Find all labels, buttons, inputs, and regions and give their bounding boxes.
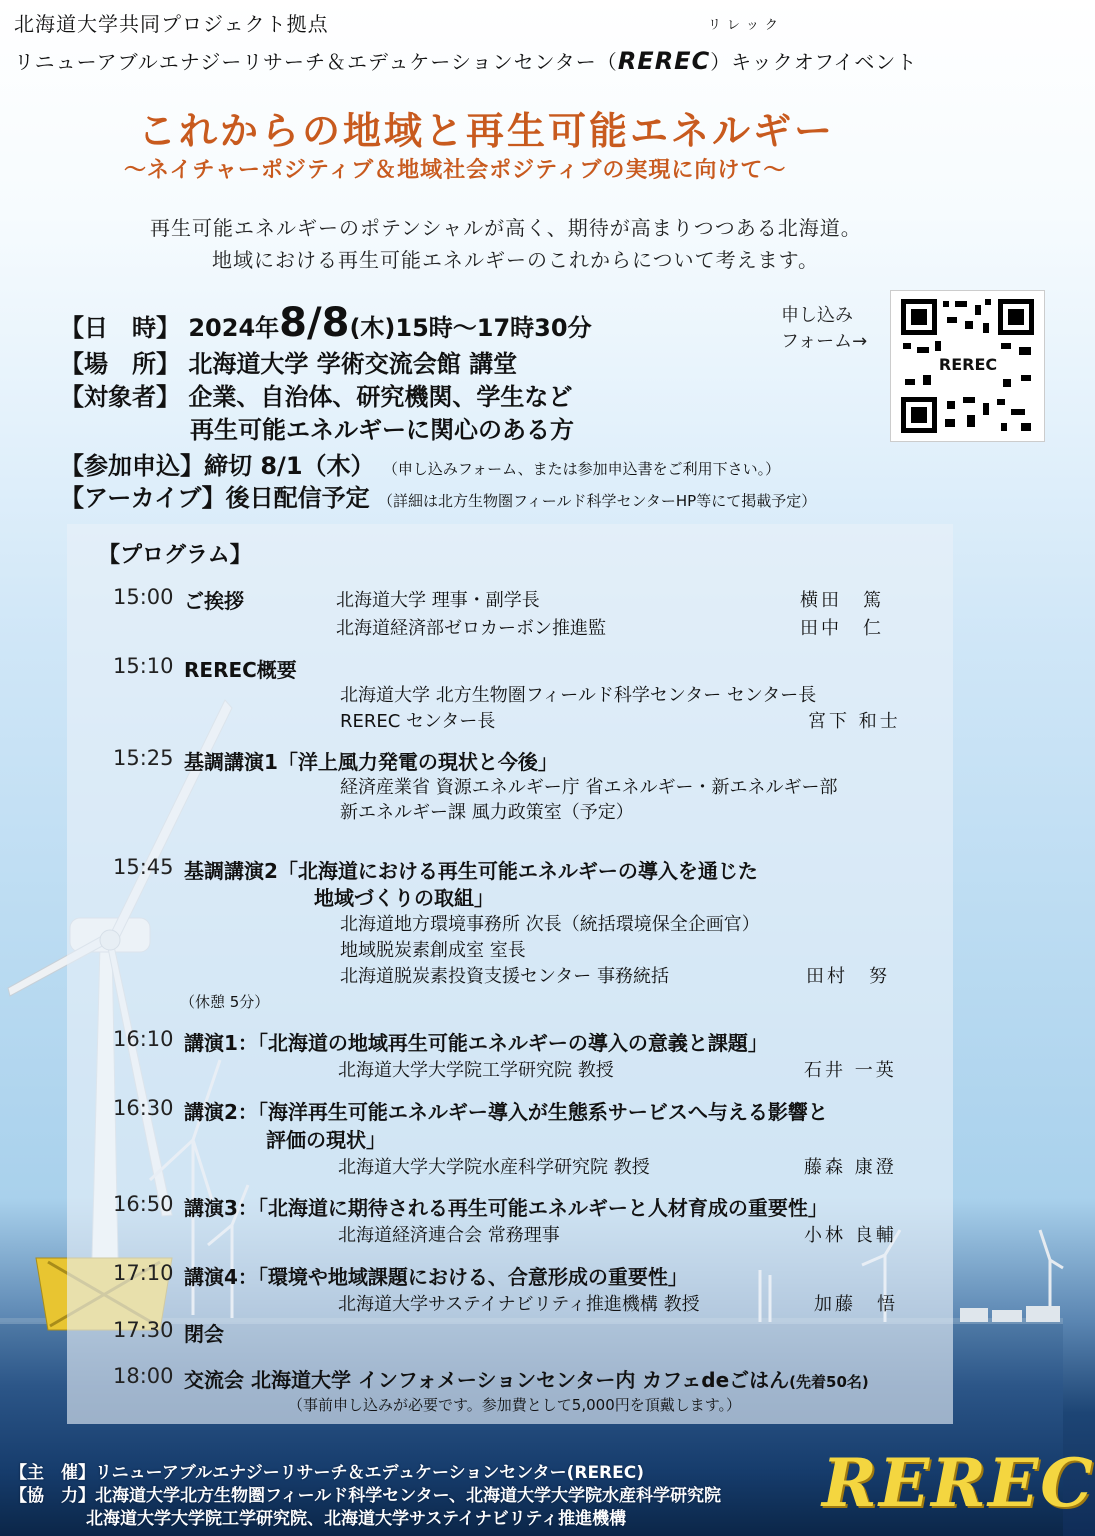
program-time: 15:10 [113, 654, 174, 678]
reception-title: 交流会 北海道大学 インフォメーションセンター内 カフェdeごはん [184, 1368, 790, 1392]
qr-label [781, 303, 867, 355]
program-speaker-name: 加藤 悟 [814, 1294, 898, 1315]
header-org: リニューアブルエナジーリサーチ＆エデュケーションセンター（ [14, 50, 618, 74]
lead-line-2: 地域における再生可能エネルギーのこれからについて考えます。 [212, 248, 819, 272]
program-speaker-affiliation: 北海道大学大学院水産科学研究院 教授 [338, 1157, 650, 1178]
coop-label: 【協 力】 [10, 1486, 95, 1506]
date-dow: (木) [349, 314, 396, 342]
program-time: 17:10 [113, 1261, 174, 1285]
place-value: 北海道大学 学術交流会館 講堂 [188, 350, 518, 378]
program-speaker-affiliation: 経済産業省 資源エネルギー庁 省エネルギー・新エネルギー部 [340, 777, 838, 798]
program-title: REREC概要 [184, 658, 297, 682]
program-speaker-name: 小林 良輔 [804, 1225, 897, 1246]
program-speaker-affiliation: 北海道大学サステイナビリティ推進機構 教授 [338, 1294, 700, 1315]
date-md: 8/8 [279, 300, 350, 346]
target-value-1: 企業、自治体、研究機関、学生など [188, 383, 573, 411]
info-apply [60, 446, 780, 481]
program-title [184, 1364, 869, 1393]
program-speaker-name: 宮下 和士 [808, 711, 901, 732]
date-label: 【日 時】 [60, 314, 180, 342]
program-title: 講演4：「環境や地域課題における、合意形成の重要性」 [184, 1265, 688, 1289]
program-time: 15:00 [113, 585, 174, 609]
program-speaker-affiliation: 新エネルギー課 風力政策室（予定） [340, 802, 634, 823]
coop-value-2: 北海道大学大学院工学研究院、北海道大学サステイナビリティ推進機構 [86, 1509, 627, 1529]
program-title: 基調講演1「洋上風力発電の現状と今後」 [184, 750, 558, 774]
main-subtitle: ～ネイチャーポジティブ＆地域社会ポジティブの実現に向けて～ [124, 158, 787, 183]
program-speaker-affiliation: 北海道大学 北方生物圏フィールド科学センター センター長 [340, 685, 817, 706]
registration-qr-code[interactable] [890, 290, 1045, 442]
program-break-note: （休憩 5分） [180, 993, 270, 1011]
program-time: 15:25 [113, 746, 174, 770]
info-date [60, 300, 592, 346]
info-archive [60, 478, 816, 513]
program-title: 閉会 [184, 1322, 224, 1346]
date-year: 2024年 [188, 314, 280, 342]
program-title: ご挨拶 [184, 589, 244, 613]
program-speaker-name: 藤森 康澄 [804, 1157, 897, 1178]
program-title: 講演3：「北海道に期待される再生可能エネルギーと人材育成の重要性」 [184, 1196, 828, 1220]
program-title-cont: 地域づくりの取組」 [314, 886, 494, 910]
target-label: 【対象者】 [60, 383, 180, 411]
footer-coop [10, 1481, 721, 1506]
program-speaker-affiliation: 北海道脱炭素投資支援センター 事務統括 [340, 966, 669, 987]
program-speaker-name: 田村 努 [806, 966, 890, 987]
header-line-1: 北海道大学共同プロジェクト拠点 [14, 12, 329, 36]
header-event: ）キックオフイベント [710, 50, 918, 74]
archive-note: （詳細は北方生物圏フィールド科学センターHP等にて掲載予定） [377, 492, 817, 510]
qr-center-label: REREC [938, 355, 998, 374]
program-time: 17:30 [113, 1318, 174, 1342]
program-title: 基調講演2「北海道における再生可能エネルギーの導入を通じた [184, 859, 758, 883]
program-title: 講演2：「海洋再生可能エネルギー導入が生態系サービスへ与える影響と [184, 1100, 828, 1124]
rerec-logo: REREC [822, 1444, 1095, 1522]
program-speaker-affiliation: 北海道地方環境事務所 次長（統括環境保全企画官） [340, 914, 760, 935]
program-time: 16:50 [113, 1192, 174, 1216]
archive-label: 【アーカイブ】 [60, 484, 226, 512]
date-time: 15時～17時30分 [395, 314, 592, 342]
target-value-2: 再生可能エネルギーに関心のある方 [190, 416, 574, 444]
place-label: 【場 所】 [60, 350, 180, 378]
program-speaker-name: 横田 篤 [800, 590, 884, 611]
apply-label: 【参加申込】 [60, 452, 204, 480]
header-abbr: REREC [617, 47, 711, 75]
program-time: 16:10 [113, 1027, 174, 1051]
program-speaker-name: 田中 仁 [800, 618, 884, 639]
program-speaker-affiliation: 北海道経済部ゼロカーボン推進監 [336, 618, 606, 639]
program-title-cont: 評価の現状」 [266, 1128, 386, 1152]
program-speaker-affiliation: 北海道大学 理事・副学長 [336, 590, 540, 611]
header-line-2 [14, 46, 917, 75]
program-speaker-affiliation: 北海道経済連合会 常務理事 [338, 1225, 560, 1246]
ruby-reading: リレック [708, 18, 784, 33]
apply-note: （申し込みフォーム、または参加申込書をご利用下さい。） [382, 460, 781, 478]
main-title: これからの地域と再生可能エネルギー [138, 109, 836, 153]
program-heading: 【プログラム】 [98, 543, 252, 568]
qr-label-2: フォーム→ [781, 331, 868, 352]
info-place [60, 344, 517, 379]
program-speaker-name: 石井 一英 [804, 1060, 897, 1081]
program-time: 18:00 [113, 1364, 174, 1388]
reception-note: （事前申し込みが必要です。参加費として5,000円を頂戴します。） [288, 1396, 742, 1414]
program-title: 講演1：「北海道の地域再生可能エネルギーの導入の意義と課題」 [184, 1031, 768, 1055]
program-time: 15:45 [113, 855, 174, 879]
reception-capacity: (先着50名) [789, 1373, 869, 1391]
qr-label-1: 申し込み [781, 305, 853, 326]
program-speaker-affiliation: 北海道大学大学院工学研究院 教授 [338, 1060, 614, 1081]
program-time: 16:30 [113, 1096, 174, 1120]
program-speaker-affiliation: 地域脱炭素創成室 室長 [340, 940, 526, 961]
host-value: リニューアブルエナジーリサーチ＆エデュケーションセンター(REREC) [95, 1463, 645, 1483]
footer-host [10, 1458, 644, 1483]
info-target [60, 377, 572, 412]
coop-value-1: 北海道大学北方生物圏フィールド科学センター、北海道大学大学院水産科学研究院 [95, 1486, 721, 1506]
archive-value: 後日配信予定 [225, 484, 370, 512]
program-speaker-affiliation: REREC センター長 [340, 711, 496, 732]
host-label: 【主 催】 [10, 1463, 95, 1483]
lead-line-1: 再生可能エネルギーのポテンシャルが高く、期待が高まりつつある北海道。 [150, 216, 862, 240]
apply-value: 締切 8/1（木） [204, 452, 375, 480]
